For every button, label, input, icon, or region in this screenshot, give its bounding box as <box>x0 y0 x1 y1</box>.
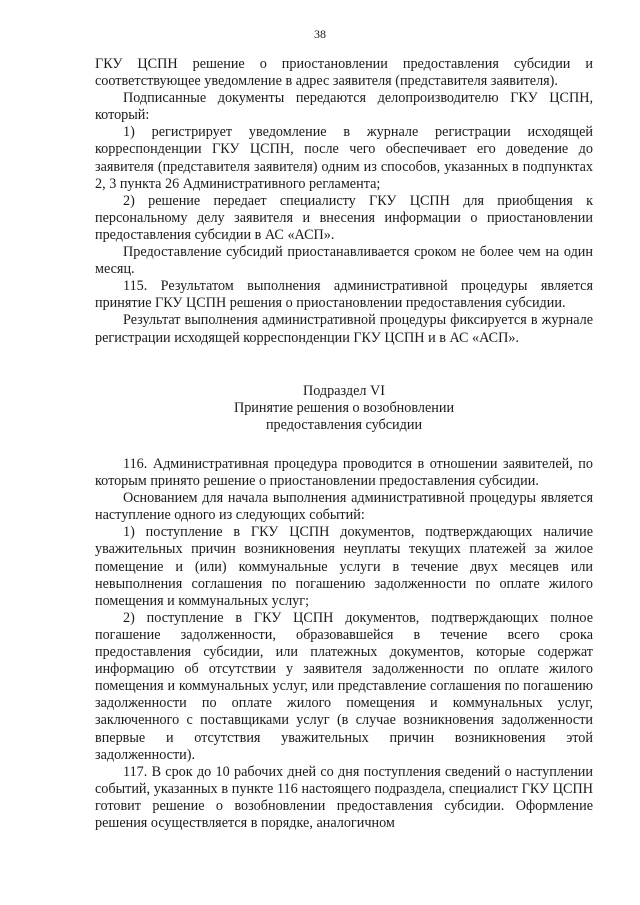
paragraph-continuation: ГКУ ЦСПН решение о приостановлении предоставления субсидии и соответствующее уведомление в адрес заявителя (представителя заявителя). <box>95 56 593 90</box>
paragraph-suspension-term: Предоставление субсидий приостанавливается сроком не более чем на один месяц. <box>95 244 593 278</box>
paragraph-event-1: 1) поступление в ГКУ ЦСПН документов, подтверждающих наличие уважительных причин возникновения неуплаты текущих платежей за жилое помещение и (или) коммунальные услуги в течение двух месяцев или невыполнения соглашения по погашению задолженности по оплате жилого помещения и коммунальных услуг; <box>95 524 593 609</box>
section-heading <box>95 383 593 434</box>
paragraph-117: 117. В срок до 10 рабочих дней со дня поступления сведений о наступлении событий, указанных в пункте 116 настоящего подраздела, специалист ГКУ ЦСПН готовит решение о возобновлении предоставления субсидии. Оформление решения осуществляется в порядке, аналогичном <box>95 763 593 831</box>
paragraph-event-2: 2) поступление в ГКУ ЦСПН документов, подтверждающих полное погашение задолженности, образовавшейся в течение всего срока предоставления субсидии, или платежных документов, которые содержат информацию об отсутствии у заявителя задолженности по оплате жилого помещения и коммунальных услуг, или представление соглашения по погашению задолженности по оплате жилого помещения и коммунальных услуг, заключенного с поставщиками услуг (в случае возникновения задолженности впервые и отсутствия уважительных причин возникновения этой задолженности). <box>95 609 593 763</box>
paragraph-116: 116. Административная процедура проводится в отношении заявителей, по которым принято решение о приостановлении предоставления субсидии. <box>95 456 593 490</box>
section-title-line-2: предоставления субсидии <box>265 417 423 434</box>
page-number: 38 <box>314 27 326 41</box>
paragraph-grounds: Основанием для начала выполнения административной процедуры является наступление одного из следующих событий: <box>95 490 593 524</box>
paragraph-documents-transfer: Подписанные документы передаются делопроизводителю ГКУ ЦСПН, который: <box>95 90 593 124</box>
section-label: Подраздел VI <box>302 383 385 399</box>
paragraph-115: 115. Результатом выполнения административной процедуры является принятие ГКУ ЦСПН решения о приостановлении предоставления субсидии. <box>95 278 593 312</box>
text-block-upper <box>95 56 593 347</box>
paragraph-result-recorded: Результат выполнения административной процедуры фиксируется в журнале регистрации исходящей корреспонденции ГКУ ЦСПН и в АС «АСП». <box>95 312 593 346</box>
paragraph-item-1-register: 1) регистрирует уведомление в журнале регистрации исходящей корреспонденции ГКУ ЦСПН, после чего обеспечивает его доведение до заявителя (представителя заявителя) одним из способов, указанных в подпунктах 2, 3 пункта 26 Административного регламента; <box>95 124 593 192</box>
section-title-line-1: Принятие решения о возобновлении <box>233 400 455 417</box>
text-block-lower <box>95 456 593 832</box>
paragraph-item-2-transfer: 2) решение передает специалисту ГКУ ЦСПН для приобщения к персональному делу заявителя и внесения информации о приостановлении предоставления субсидии в АС «АСП». <box>95 192 593 243</box>
